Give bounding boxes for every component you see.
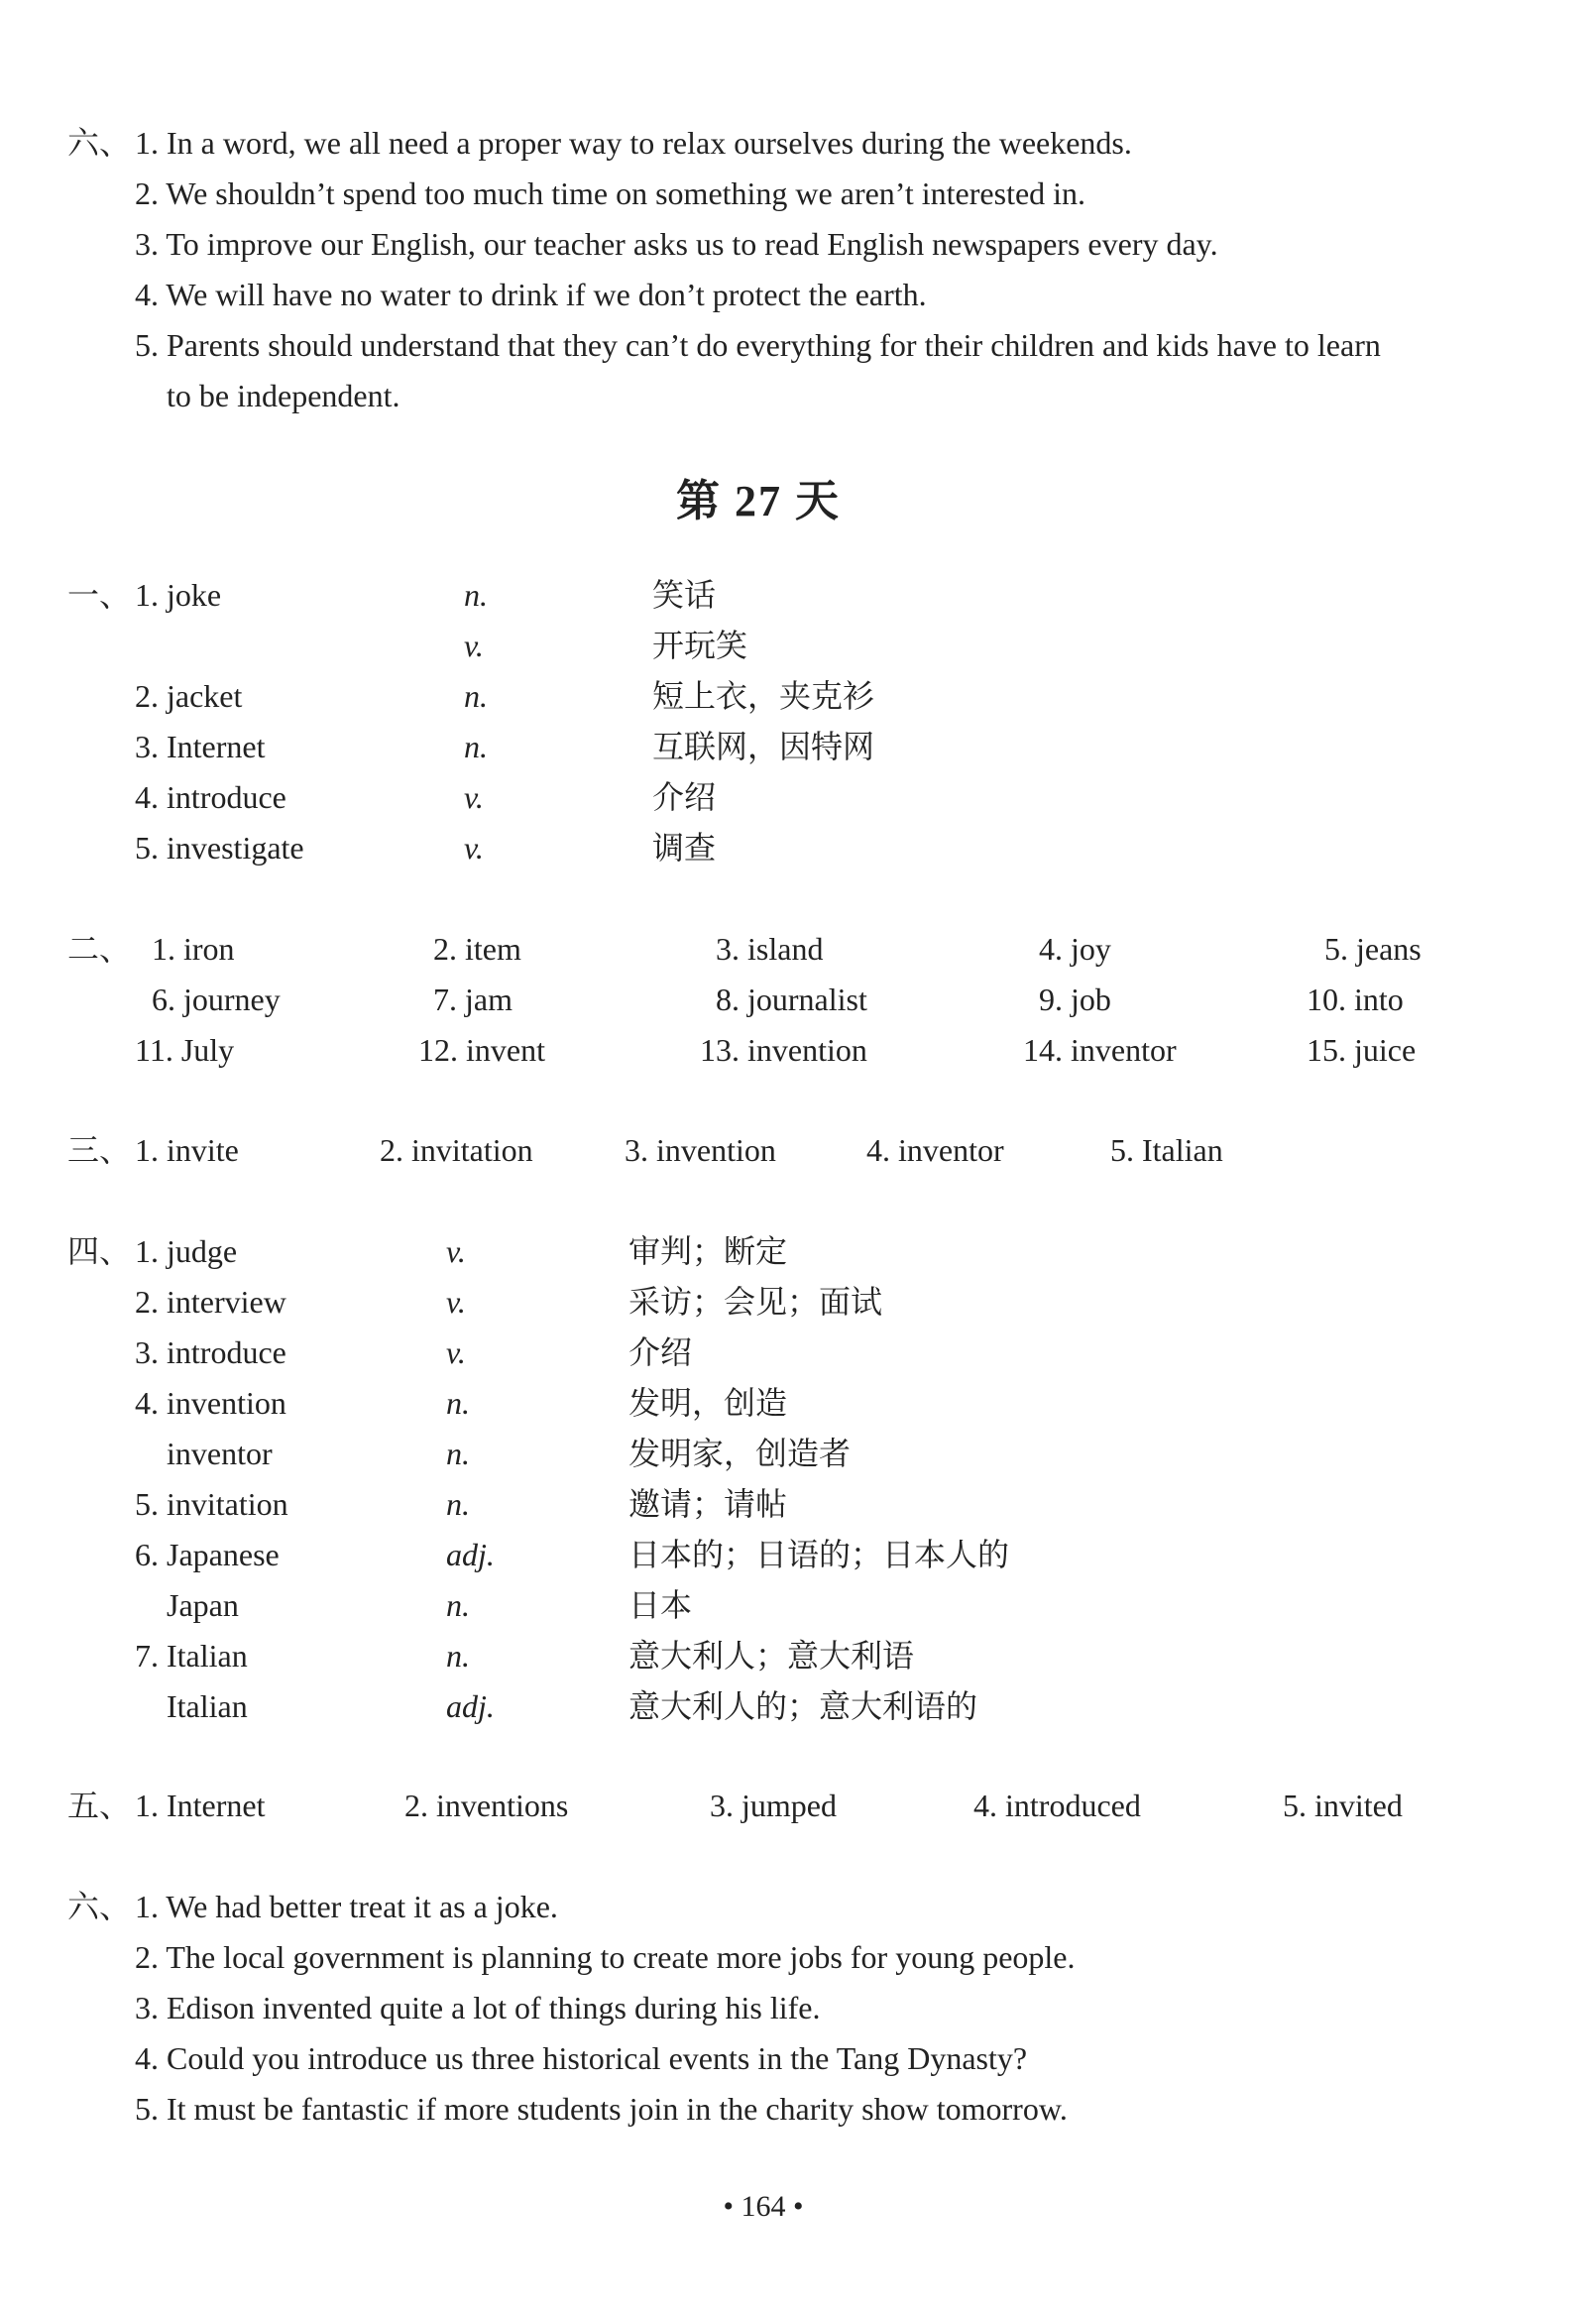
page-title: 第 27 天 [676, 477, 841, 525]
list-item: 2. inventions [404, 1788, 569, 1823]
grid-item: 1. iron [152, 931, 235, 967]
grid-item: 11. July [135, 1032, 235, 1068]
vocab-pos: v. [446, 1334, 466, 1370]
vocab-pos: n. [464, 678, 488, 714]
vocab-pos: adj. [446, 1537, 495, 1572]
grid-item: 4. joy [1039, 931, 1111, 967]
answer-sentence: 2. The local government is planning to create more jobs for young people. [135, 1939, 1076, 1975]
vocab-meaning: 采访；会见；面试 [628, 1284, 883, 1320]
vocab-meaning: 日本的；日语的；日本人的 [628, 1537, 1010, 1572]
vocab-pos: v. [446, 1233, 466, 1269]
answer-sentence: 2. We shouldn’t spend too much time on something we aren’t interested in. [135, 175, 1086, 211]
grid-item: 2. item [433, 931, 521, 967]
answer-sentence: 1. In a word, we all need a proper way to relax ourselves during the weekends. [135, 125, 1132, 161]
vocab-word: 2. jacket [135, 678, 243, 714]
answer-sentence-continuation: to be independent. [167, 378, 400, 413]
vocab-meaning: 介绍 [652, 779, 717, 815]
answer-sentence: 4. Could you introduce us three historical events in the Tang Dynasty? [135, 2040, 1028, 2076]
vocab-pos: v. [464, 830, 484, 866]
vocab-meaning: 意大利人；意大利语 [628, 1638, 915, 1674]
grid-item: 15. juice [1307, 1032, 1417, 1068]
vocab-meaning: 日本 [628, 1587, 693, 1623]
vocab-meaning: 短上衣，夹克衫 [652, 678, 875, 714]
vocab-word: 5. investigate [135, 830, 304, 866]
grid-item: 5. jeans [1324, 931, 1422, 967]
answer-sentence: 1. We had better treat it as a joke. [135, 1889, 558, 1924]
answer-sentence: 4. We will have no water to drink if we don’t protect the earth. [135, 277, 927, 312]
vocab-word: 5. invitation [135, 1486, 288, 1522]
vocab-word: 2. interview [135, 1284, 286, 1320]
vocab-word: Japan [167, 1587, 239, 1623]
section-marker: 二、 [67, 931, 132, 967]
grid-item: 6. journey [152, 982, 281, 1017]
vocab-meaning: 互联网，因特网 [652, 729, 875, 764]
vocab-pos: v. [446, 1284, 466, 1320]
vocab-word: 4. invention [135, 1385, 286, 1421]
list-item: 5. Italian [1110, 1132, 1223, 1168]
vocab-word: 3. introduce [135, 1334, 286, 1370]
vocab-pos: n. [464, 729, 488, 764]
vocab-pos: v. [464, 628, 484, 663]
section-marker: 一、 [67, 577, 132, 613]
vocab-meaning: 发明家，创造者 [628, 1436, 852, 1471]
vocab-word: inventor [167, 1436, 273, 1471]
grid-item: 12. invent [418, 1032, 545, 1068]
section-marker: 三、 [67, 1132, 132, 1168]
list-item: 3. jumped [710, 1788, 837, 1823]
list-item: 4. inventor [866, 1132, 1004, 1168]
section-marker: 六、 [67, 125, 132, 161]
answer-sentence: 5. Parents should understand that they can’t do everything for their children and kids have to learn [135, 327, 1381, 363]
section-marker: 六、 [67, 1889, 132, 1924]
list-item: 3. invention [625, 1132, 776, 1168]
answer-sentence: 5. It must be fantastic if more students join in the charity show tomorrow. [135, 2091, 1068, 2127]
vocab-pos: v. [464, 779, 484, 815]
vocab-word: 1. joke [135, 577, 222, 613]
grid-item: 9. job [1039, 982, 1111, 1017]
vocab-word: 3. Internet [135, 729, 266, 764]
vocab-meaning: 邀请；请帖 [628, 1486, 788, 1522]
grid-item: 3. island [716, 931, 824, 967]
list-item: 2. invitation [380, 1132, 533, 1168]
vocab-meaning: 发明，创造 [628, 1385, 788, 1421]
page-number: • 164 • [723, 2190, 804, 2223]
vocab-word: 1. judge [135, 1233, 238, 1269]
vocab-word: Italian [167, 1688, 248, 1724]
vocab-word: 7. Italian [135, 1638, 248, 1674]
vocab-word: 4. introduce [135, 779, 286, 815]
grid-item: 14. inventor [1023, 1032, 1177, 1068]
grid-item: 10. into [1307, 982, 1404, 1017]
vocab-meaning: 开玩笑 [652, 628, 748, 663]
vocab-pos: n. [446, 1638, 470, 1674]
section-marker: 四、 [67, 1233, 132, 1269]
grid-item: 13. invention [700, 1032, 867, 1068]
list-item: 5. invited [1283, 1788, 1403, 1823]
vocab-pos: n. [446, 1486, 470, 1522]
list-item: 4. introduced [973, 1788, 1141, 1823]
list-item: 1. invite [135, 1132, 239, 1168]
vocab-meaning: 审判；断定 [628, 1233, 788, 1269]
vocab-pos: adj. [446, 1688, 495, 1724]
vocab-pos: n. [446, 1587, 470, 1623]
vocab-pos: n. [464, 577, 488, 613]
vocab-pos: n. [446, 1385, 470, 1421]
answer-sentence: 3. To improve our English, our teacher asks us to read English newspapers every day. [135, 226, 1218, 262]
vocab-word: 6. Japanese [135, 1537, 280, 1572]
vocab-meaning: 介绍 [628, 1334, 693, 1370]
vocab-pos: n. [446, 1436, 470, 1471]
answer-sentence: 3. Edison invented quite a lot of things during his life. [135, 1990, 821, 2025]
grid-item: 7. jam [433, 982, 513, 1017]
grid-item: 8. journalist [716, 982, 867, 1017]
vocab-meaning: 笑话 [652, 577, 717, 613]
vocab-meaning: 调查 [652, 830, 717, 866]
section-marker: 五、 [67, 1788, 132, 1823]
vocab-meaning: 意大利人的；意大利语的 [628, 1688, 978, 1724]
list-item: 1. Internet [135, 1788, 266, 1823]
